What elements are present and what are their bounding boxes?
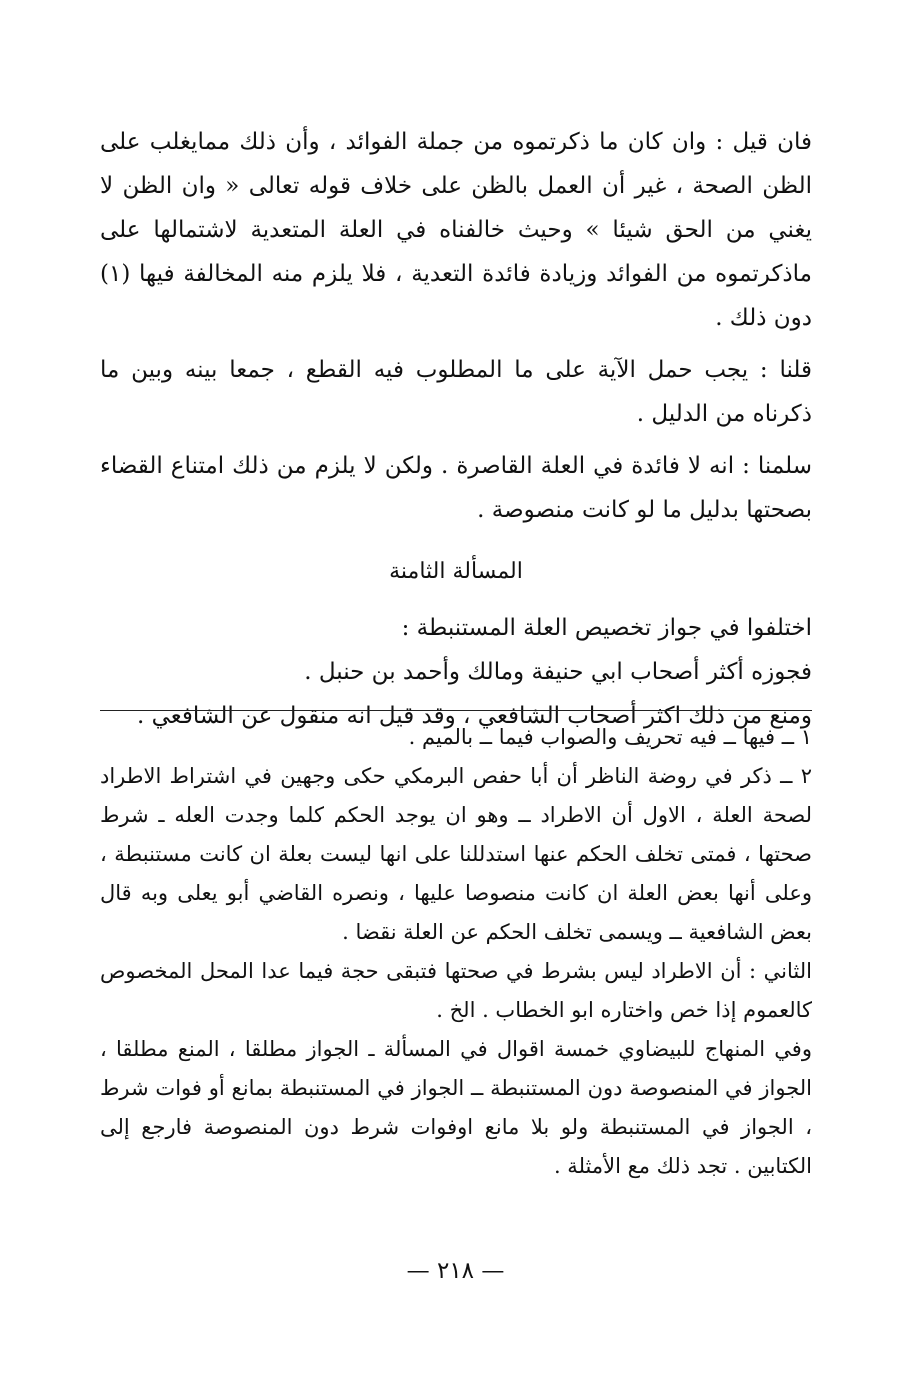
footnote-1: ١ ــ فيها ــ فيه تحريف والصواب فيما ــ بالميم . [408, 725, 812, 749]
footnote-2-second-view: الثاني : أن الاطراد ليس بشرط في صحتها فتبقى حجة فيما عدا المحل المخصوص كالعموم إذا خص واختاره ابو الخطاب . الخ . [100, 959, 812, 1022]
paragraph-concession: سلمنا : انه لا فائدة في العلة القاصرة . ولكن لا يلزم من ذلك امتناع القضاء بصحتها بدليل ما لو كانت منصوصة . [100, 453, 812, 523]
paragraph-objection: فان قيل : وان كان ما ذكرتموه من جملة الفوائد ، وأن ذلك ممايغلب على الظن الصحة ، غير أن العمل بالظن على خلاف قوله تعالى « وان الظن لا يغني من الحق شيئا » وحيث خالفناه في العلة المتعدية لاشتمالها على ماذكرتموه من الفوائد وزيادة فائدة التعدية ، فلا يلزم منه المخالفة فيها (١) دون ذلك . [100, 129, 812, 331]
paragraph-reply: قلنا : يجب حمل الآية على ما المطلوب فيه القطع ، جمعا بينه وبين ما ذكرناه من الدليل . [100, 357, 812, 427]
main-text [100, 120, 812, 738]
paragraph-disagreement: اختلفوا في جواز تخصيص العلة المستنبطة : [401, 615, 812, 641]
footnote-2: ٢ ــ ذكر في روضة الناظر أن أبا حفص البرمكي حكى وجهين في اشتراط الاطراد لصحة العلة ، الاول أن الاطراد ــ وهو ان يوجد الحكم كلما وجدت العله ـ شرط صحتها ، فمتى تخلف الحكم عنها استدللنا على انها ليست بعلة ان كانت مستنبطة ، وعلى أنها بعض العلة ان كانت منصوصا عليها ، ونصره القاضي أبو يعلى وبه قال بعض الشافعية ــ ويسمى تخلف الحكم عن العلة نقضا . [100, 764, 812, 944]
footnotes [100, 718, 812, 1186]
paragraph-forbidden: ومنع من ذلك اكثر أصحاب الشافعي ، وقد قيل انه منقول عن الشافعي . [137, 703, 812, 729]
paragraph-permitted: فجوزه أكثر أصحاب ابي حنيفة ومالك وأحمد بن حنبل . [304, 659, 812, 685]
footnote-divider [100, 710, 812, 711]
section-heading: المسألة الثامنة [389, 559, 523, 584]
page-number: — ٢١٨ — [406, 1258, 505, 1284]
footnote-2-minhaj: وفي المنهاج للبيضاوي خمسة اقوال في المسألة ـ الجواز مطلقا ، المنع مطلقا ، الجواز في المنصوصة دون المستنبطة ــ الجواز في المستنبطة بمانع أو فوات شرط ، الجواز في المستنبطة ولو بلا مانع اوفوات شرط دون المنصوصة فارجع إلى الكتابين . تجد ذلك مع الأمثلة . [100, 1037, 812, 1178]
